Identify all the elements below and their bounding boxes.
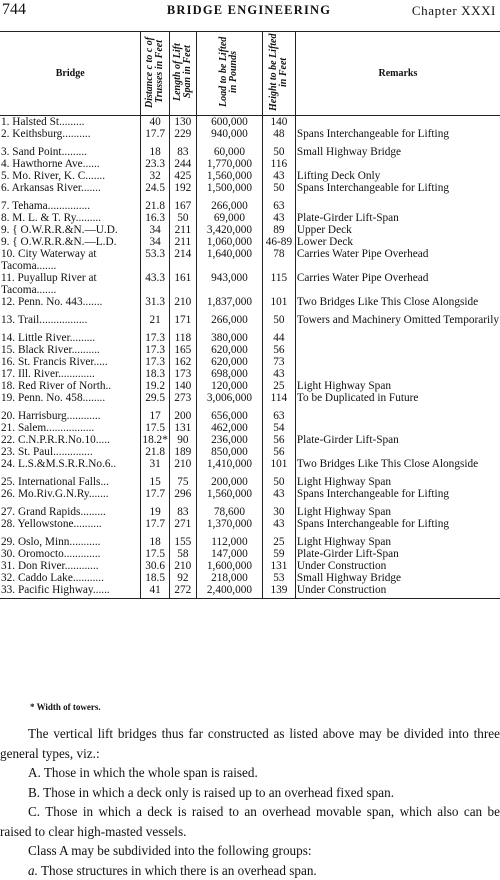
- body-text: [0, 724, 500, 880]
- cell-load: 698,000: [196, 368, 262, 380]
- cell-remarks: Light Highway Span: [295, 380, 500, 392]
- cell-length: 210: [169, 296, 196, 308]
- table-row: [0, 170, 500, 182]
- cell-distance: 43.3: [141, 272, 169, 296]
- cell-bridge: 25. International Falls...: [0, 470, 141, 488]
- cell-height: 115: [263, 272, 296, 296]
- cell-remarks: Small Highway Bridge: [295, 572, 500, 584]
- cell-distance: 34: [141, 224, 169, 236]
- table-row: [0, 344, 500, 356]
- table-row: [0, 470, 500, 488]
- table-row: [0, 446, 500, 458]
- cell-height: 116: [263, 158, 296, 170]
- cell-height: 56: [263, 446, 296, 458]
- cell-remarks: Upper Deck: [295, 224, 500, 236]
- table-row: [0, 500, 500, 518]
- cell-remarks: Plate-Girder Lift-Span: [295, 212, 500, 224]
- cell-distance: 17.3: [141, 344, 169, 356]
- cell-distance: 16.3: [141, 212, 169, 224]
- cell-length: 58: [169, 548, 196, 560]
- cell-length: 90: [169, 434, 196, 446]
- cell-length: 200: [169, 404, 196, 422]
- cell-height: 30: [263, 500, 296, 518]
- cell-distance: 21.8: [141, 446, 169, 458]
- table-row: [0, 308, 500, 326]
- cell-distance: 19: [141, 500, 169, 518]
- cell-bridge: 20. Harrisburg............: [0, 404, 141, 422]
- cell-remarks: To be Duplicated in Future: [295, 392, 500, 404]
- cell-load: 3,006,000: [196, 392, 262, 404]
- cell-height: 131: [263, 560, 296, 572]
- cell-bridge: 24. L.S.&M.S.R.R.No.6..: [0, 458, 141, 470]
- type-b: B. Those in which a deck only is raised up to an overhead fixed span.: [0, 783, 500, 803]
- cell-load: 1,410,000: [196, 458, 262, 470]
- cell-load: 2,400,000: [196, 584, 262, 599]
- cell-height: 44: [263, 326, 296, 344]
- cell-load: 1,500,000: [196, 182, 262, 194]
- table-row: [0, 572, 500, 584]
- cell-height: 54: [263, 422, 296, 434]
- cell-height: 78: [263, 248, 296, 272]
- cell-distance: 17.5: [141, 548, 169, 560]
- cell-length: 162: [169, 356, 196, 368]
- running-title: BRIDGE ENGINEERING: [2, 3, 496, 18]
- table-row: [0, 422, 500, 434]
- cell-load: 380,000: [196, 326, 262, 344]
- cell-height: 53: [263, 572, 296, 584]
- cell-remarks: Plate-Girder Lift-Span: [295, 548, 500, 560]
- cell-remarks: [295, 158, 500, 170]
- cell-bridge: 1. Halsted St.........: [0, 116, 141, 129]
- cell-bridge: 32. Caddo Lake...........: [0, 572, 141, 584]
- cell-length: 92: [169, 572, 196, 584]
- cell-load: 78,600: [196, 500, 262, 518]
- cell-bridge: 7. Tehama...............: [0, 194, 141, 212]
- cell-bridge: 19. Penn. No. 458........: [0, 392, 141, 404]
- table-row: [0, 584, 500, 599]
- cell-distance: 34: [141, 236, 169, 248]
- cell-load: 1,560,000: [196, 170, 262, 182]
- cell-length: 167: [169, 194, 196, 212]
- cell-bridge: 14. Little River.........: [0, 326, 141, 344]
- cell-length: 130: [169, 116, 196, 129]
- cell-length: 165: [169, 344, 196, 356]
- paragraph: The vertical lift bridges thus far constructed as listed above may be divided into three general types, viz.:: [0, 724, 500, 763]
- cell-height: 25: [263, 530, 296, 548]
- cell-remarks: Small Highway Bridge: [295, 140, 500, 158]
- cell-height: 114: [263, 392, 296, 404]
- table-row: [0, 530, 500, 548]
- cell-load: 1,640,000: [196, 248, 262, 272]
- cell-bridge: 16. St. Francis River.....: [0, 356, 141, 368]
- cell-length: 296: [169, 488, 196, 500]
- cell-distance: 17: [141, 404, 169, 422]
- cell-load: 850,000: [196, 446, 262, 458]
- cell-remarks: Spans Interchangeable for Lifting: [295, 488, 500, 500]
- cell-load: 620,000: [196, 356, 262, 368]
- cell-bridge: 22. C.N.P.R.R.No.10.....: [0, 434, 141, 446]
- cell-remarks: Spans Interchangeable for Lifting: [295, 518, 500, 530]
- cell-distance: 19.2: [141, 380, 169, 392]
- table-row: [0, 548, 500, 560]
- cell-remarks: Light Highway Span: [295, 470, 500, 488]
- cell-load: 266,000: [196, 194, 262, 212]
- col-header-length: Length of Lift Span in Feet: [169, 32, 196, 116]
- cell-remarks: [295, 422, 500, 434]
- group-a-label: a.: [28, 863, 38, 878]
- table-footnote: * Width of towers.: [30, 702, 101, 712]
- cell-length: 83: [169, 140, 196, 158]
- table-row: [0, 224, 500, 236]
- cell-distance: 53.3: [141, 248, 169, 272]
- cell-load: 147,000: [196, 548, 262, 560]
- cell-height: 46-89: [263, 236, 296, 248]
- cell-bridge: 9. { O.W.R.R.&N.—L.D.: [0, 236, 141, 248]
- cell-distance: 31: [141, 458, 169, 470]
- cell-length: 273: [169, 392, 196, 404]
- cell-height: 48: [263, 128, 296, 140]
- table-row: [0, 368, 500, 380]
- cell-load: 940,000: [196, 128, 262, 140]
- cell-remarks: [295, 344, 500, 356]
- cell-length: 192: [169, 182, 196, 194]
- cell-length: 229: [169, 128, 196, 140]
- chapter-label: Chapter XXXI: [412, 3, 496, 19]
- cell-bridge: 3. Sand Point.........: [0, 140, 141, 158]
- cell-load: 3,420,000: [196, 224, 262, 236]
- table-row: [0, 404, 500, 422]
- cell-bridge: 4. Hawthorne Ave......: [0, 158, 141, 170]
- paragraph: Class A may be subdivided into the following groups:: [0, 841, 500, 861]
- cell-bridge: 33. Pacific Highway......: [0, 584, 141, 599]
- col-header-load: Load to be Lifted in Pounds: [196, 32, 262, 116]
- cell-length: 140: [169, 380, 196, 392]
- cell-load: 218,000: [196, 572, 262, 584]
- cell-bridge: 26. Mo.Riv.G.N.Ry.......: [0, 488, 141, 500]
- cell-distance: 17.3: [141, 356, 169, 368]
- cell-height: 25: [263, 380, 296, 392]
- cell-remarks: Light Highway Span: [295, 500, 500, 518]
- cell-height: 56: [263, 344, 296, 356]
- cell-height: 63: [263, 404, 296, 422]
- cell-remarks: Carries Water Pipe Overhead: [295, 272, 500, 296]
- cell-load: 1,770,000: [196, 158, 262, 170]
- cell-distance: 32: [141, 170, 169, 182]
- col-header-remarks: Remarks: [295, 32, 500, 116]
- table-row: [0, 326, 500, 344]
- cell-height: 101: [263, 458, 296, 470]
- cell-remarks: Two Bridges Like This Close Alongside: [295, 296, 500, 308]
- cell-bridge: 11. Puyallup River at Tacoma.......: [0, 272, 141, 296]
- cell-distance: 17.5: [141, 422, 169, 434]
- table-row: [0, 458, 500, 470]
- cell-distance: 15: [141, 470, 169, 488]
- cell-distance: 23.3: [141, 158, 169, 170]
- cell-length: 272: [169, 584, 196, 599]
- cell-load: 1,060,000: [196, 236, 262, 248]
- table-row: [0, 236, 500, 248]
- cell-length: 210: [169, 560, 196, 572]
- cell-bridge: 8. M. L. & T. Ry.........: [0, 212, 141, 224]
- cell-distance: 18.2*: [141, 434, 169, 446]
- cell-load: 462,000: [196, 422, 262, 434]
- cell-bridge: 30. Oromocto.............: [0, 548, 141, 560]
- cell-length: 50: [169, 212, 196, 224]
- table-row: [0, 356, 500, 368]
- cell-length: 189: [169, 446, 196, 458]
- type-a: A. Those in which the whole span is raised.: [0, 763, 500, 783]
- cell-distance: 18: [141, 140, 169, 158]
- table-row: [0, 140, 500, 158]
- cell-bridge: 12. Penn. No. 443.......: [0, 296, 141, 308]
- table-row: [0, 128, 500, 140]
- cell-distance: 17.7: [141, 128, 169, 140]
- table-row: [0, 194, 500, 212]
- cell-bridge: 29. Oslo, Minn...........: [0, 530, 141, 548]
- cell-height: 89: [263, 224, 296, 236]
- cell-distance: 18.5: [141, 572, 169, 584]
- table-row: [0, 560, 500, 572]
- cell-height: 63: [263, 194, 296, 212]
- cell-remarks: Plate-Girder Lift-Span: [295, 434, 500, 446]
- cell-load: 60,000: [196, 140, 262, 158]
- cell-bridge: 15. Black River..........: [0, 344, 141, 356]
- cell-height: 43: [263, 488, 296, 500]
- cell-load: 1,560,000: [196, 488, 262, 500]
- cell-remarks: [295, 116, 500, 129]
- group-a-text: Those structures in which there is an overhead span.: [41, 863, 317, 878]
- cell-bridge: 17. Ill. River.............: [0, 368, 141, 380]
- cell-remarks: [295, 446, 500, 458]
- cell-length: 271: [169, 518, 196, 530]
- cell-remarks: Towers and Machinery Omitted Temporarily: [295, 308, 500, 326]
- cell-remarks: Spans Interchangeable for Lifting: [295, 182, 500, 194]
- cell-height: 50: [263, 470, 296, 488]
- cell-remarks: Under Construction: [295, 584, 500, 599]
- cell-distance: 24.5: [141, 182, 169, 194]
- cell-height: 73: [263, 356, 296, 368]
- table-row: [0, 212, 500, 224]
- cell-height: 50: [263, 140, 296, 158]
- cell-load: 69,000: [196, 212, 262, 224]
- page-header: [2, 1, 496, 21]
- cell-height: 56: [263, 434, 296, 446]
- cell-remarks: Lifting Deck Only: [295, 170, 500, 182]
- cell-remarks: Spans Interchangeable for Lifting: [295, 128, 500, 140]
- cell-remarks: [295, 326, 500, 344]
- cell-distance: 18.3: [141, 368, 169, 380]
- cell-remarks: [295, 194, 500, 212]
- cell-distance: 17.3: [141, 326, 169, 344]
- col-header-distance: Distance c to c of Trusses in Feet: [141, 32, 169, 116]
- cell-height: 101: [263, 296, 296, 308]
- cell-length: 210: [169, 458, 196, 470]
- cell-bridge: 6. Arkansas River.......: [0, 182, 141, 194]
- cell-length: 83: [169, 500, 196, 518]
- cell-distance: 31.3: [141, 296, 169, 308]
- cell-load: 120,000: [196, 380, 262, 392]
- cell-bridge: 31. Don River............: [0, 560, 141, 572]
- table-row: [0, 272, 500, 296]
- cell-load: 266,000: [196, 308, 262, 326]
- cell-load: 236,000: [196, 434, 262, 446]
- lift-bridge-table: [0, 31, 500, 599]
- cell-remarks: [295, 404, 500, 422]
- cell-distance: 18: [141, 530, 169, 548]
- cell-remarks: Light Highway Span: [295, 530, 500, 548]
- cell-load: 112,000: [196, 530, 262, 548]
- cell-distance: 29.5: [141, 392, 169, 404]
- cell-distance: 21.8: [141, 194, 169, 212]
- group-a: [0, 861, 500, 880]
- table-header-row: [0, 32, 500, 116]
- cell-length: 131: [169, 422, 196, 434]
- cell-height: 50: [263, 182, 296, 194]
- cell-bridge: 28. Yellowstone..........: [0, 518, 141, 530]
- cell-distance: 41: [141, 584, 169, 599]
- cell-bridge: 13. Trail.................: [0, 308, 141, 326]
- cell-height: 43: [263, 212, 296, 224]
- table-row: [0, 380, 500, 392]
- cell-remarks: [295, 356, 500, 368]
- cell-length: 171: [169, 308, 196, 326]
- page-number: 744: [2, 1, 26, 19]
- cell-bridge: 23. St. Paul..............: [0, 446, 141, 458]
- cell-remarks: [295, 368, 500, 380]
- cell-height: 43: [263, 368, 296, 380]
- cell-length: 425: [169, 170, 196, 182]
- table-row: [0, 488, 500, 500]
- cell-bridge: 5. Mo. River, K. C.......: [0, 170, 141, 182]
- col-header-bridge: Bridge: [0, 32, 141, 116]
- table-row: [0, 434, 500, 446]
- cell-load: 600,000: [196, 116, 262, 129]
- cell-length: 118: [169, 326, 196, 344]
- cell-length: 244: [169, 158, 196, 170]
- cell-remarks: Carries Water Pipe Overhead: [295, 248, 500, 272]
- cell-bridge: 2. Keithsburg..........: [0, 128, 141, 140]
- cell-length: 161: [169, 272, 196, 296]
- cell-load: 200,000: [196, 470, 262, 488]
- cell-remarks: Two Bridges Like This Close Alongside: [295, 458, 500, 470]
- cell-bridge: 18. Red River of North..: [0, 380, 141, 392]
- cell-remarks: Under Construction: [295, 560, 500, 572]
- table-row: [0, 182, 500, 194]
- cell-distance: 17.7: [141, 488, 169, 500]
- table-row: [0, 116, 500, 129]
- col-header-height: Height to be Lifted in Feet: [263, 32, 296, 116]
- cell-length: 155: [169, 530, 196, 548]
- cell-distance: 30.6: [141, 560, 169, 572]
- cell-load: 1,370,000: [196, 518, 262, 530]
- cell-height: 43: [263, 170, 296, 182]
- table-row: [0, 518, 500, 530]
- table-row: [0, 392, 500, 404]
- cell-height: 139: [263, 584, 296, 599]
- cell-bridge: 21. Salem.................: [0, 422, 141, 434]
- cell-length: 211: [169, 236, 196, 248]
- cell-height: 43: [263, 518, 296, 530]
- cell-load: 943,000: [196, 272, 262, 296]
- cell-load: 656,000: [196, 404, 262, 422]
- cell-height: 50: [263, 308, 296, 326]
- type-c: C. Those in which a deck is raised to an overhead movable span, which also can be raised to clear high-masted vessels.: [0, 802, 500, 841]
- cell-length: 75: [169, 470, 196, 488]
- cell-remarks: Lower Deck: [295, 236, 500, 248]
- cell-load: 620,000: [196, 344, 262, 356]
- table-row: [0, 296, 500, 308]
- cell-length: 211: [169, 224, 196, 236]
- cell-length: 214: [169, 248, 196, 272]
- cell-load: 1,600,000: [196, 560, 262, 572]
- cell-bridge: 9. { O.W.R.R.&N.—U.D.: [0, 224, 141, 236]
- table-row: [0, 248, 500, 272]
- cell-load: 1,837,000: [196, 296, 262, 308]
- cell-height: 140: [263, 116, 296, 129]
- cell-distance: 21: [141, 308, 169, 326]
- cell-bridge: 10. City Waterway at Tacoma.......: [0, 248, 141, 272]
- table-row: [0, 158, 500, 170]
- cell-distance: 17.7: [141, 518, 169, 530]
- cell-distance: 40: [141, 116, 169, 129]
- cell-length: 173: [169, 368, 196, 380]
- cell-height: 59: [263, 548, 296, 560]
- cell-bridge: 27. Grand Rapids.........: [0, 500, 141, 518]
